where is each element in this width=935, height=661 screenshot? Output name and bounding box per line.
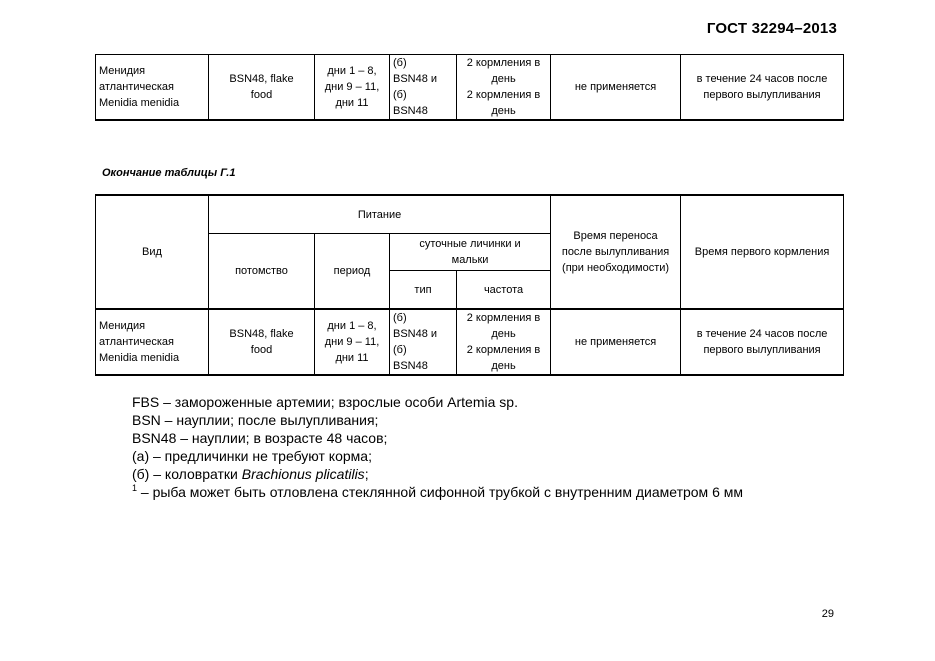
note-bsn48: BSN48 – науплии; в возрасте 48 часов;: [132, 430, 388, 446]
table-row: [96, 55, 844, 121]
species-cell: Менидия атлантическая Menidia menidia: [96, 55, 209, 121]
note-footnote: $^1$ – рыба может быть отловлена стеклянной сифонной трубкой с внутренним диаметром 6 мм: [132, 483, 743, 500]
table-notes: [132, 393, 743, 501]
table-row: [96, 309, 844, 375]
header-daily: суточные личинки и мальки: [390, 234, 551, 271]
header-transfer: Время переноса после вылупливания (при необходимости): [551, 195, 681, 309]
frequency-cell: 2 кормления в день 2 кормления в день: [457, 309, 551, 375]
note-b: (б) – коловратки Brachionus plicatilis;: [132, 466, 369, 482]
frequency-cell: 2 кормления в день 2 кормления в день: [457, 55, 551, 121]
table-caption: Окончание таблицы Г.1: [102, 167, 236, 179]
page-number: 29: [821, 608, 834, 620]
note-a: (а) – предличинки не требуют корма;: [132, 448, 372, 464]
document-number: ГОСТ 32294–2013: [706, 20, 837, 37]
header-frequency: частота: [457, 271, 551, 310]
header-first-feeding: Время первого кормления: [681, 195, 844, 309]
header-offspring: потомство: [209, 234, 315, 310]
note-bsn: BSN – науплии; после вылупливания;: [132, 412, 379, 428]
header-species: Вид: [96, 195, 209, 309]
type-cell: (б) BSN48 и (б) BSN48: [390, 55, 457, 121]
header-period: период: [315, 234, 390, 310]
type-cell: (б) BSN48 и (б) BSN48: [390, 309, 457, 375]
transfer-cell: не применяется: [551, 55, 681, 121]
first-feeding-cell: в течение 24 часов после первого вылупливания: [681, 309, 844, 375]
first-feeding-cell: в течение 24 часов после первого вылупливания: [681, 55, 844, 121]
offspring-cell: BSN48, flake food: [209, 309, 315, 375]
offspring-cell: BSN48, flake food: [209, 55, 315, 121]
species-cell: Менидия атлантическая Menidia menidia: [96, 309, 209, 375]
header-type: тип: [390, 271, 457, 310]
transfer-cell: не применяется: [551, 309, 681, 375]
table-g1-end: [95, 194, 844, 376]
table-continuation: [95, 54, 844, 121]
footnote-mark: 1: [132, 483, 138, 493]
header-feeding: Питание: [209, 195, 551, 234]
period-cell: дни 1 – 8, дни 9 – 11, дни 11: [315, 309, 390, 375]
note-fbs: FBS – замороженные артемии; взрослые особи Artemia sp.: [132, 394, 518, 410]
period-cell: дни 1 – 8, дни 9 – 11, дни 11: [315, 55, 390, 121]
